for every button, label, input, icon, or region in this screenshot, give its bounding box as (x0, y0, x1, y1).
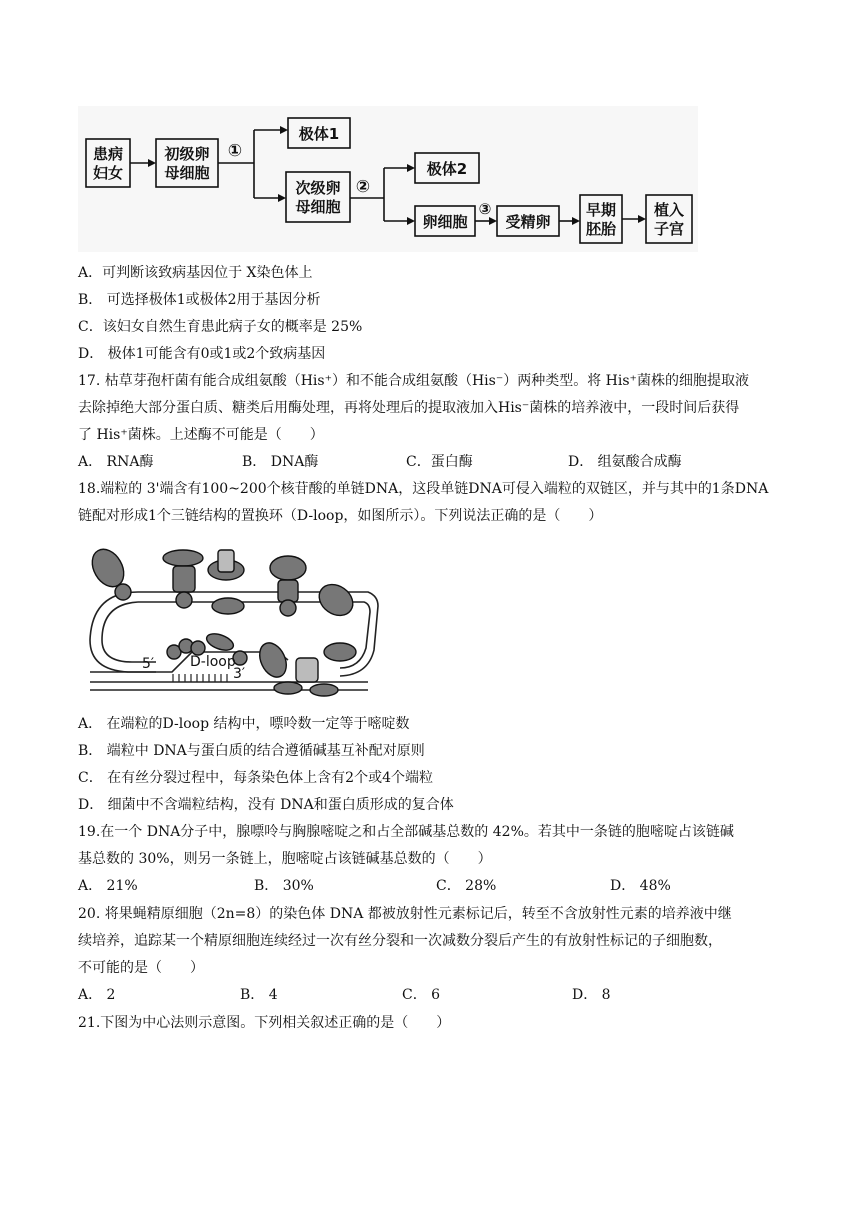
q18-option-b: B． 端粒中 DNA与蛋白质的结合遵循碱基互补配对原则 (78, 743, 425, 759)
q18-stem-line-2: 链配对形成1个三链结构的置换环（D-loop，如图所示）。下列说法正确的是（ ） (78, 508, 603, 524)
q19-stem-line-2: 基总数的 30%，则另一条链上，胞嘧啶占该链碱基总数的（ ） (78, 851, 492, 867)
q19-option-b: B． 30% (254, 878, 314, 894)
secondary-oocyte-line-1: 次级卵 (295, 179, 341, 197)
q17-stem-line-3: 了 His⁺菌株。上述酶不可能是（ ） (78, 427, 324, 443)
step-2-label: ② (355, 177, 371, 197)
q20-stem-line-2: 续培养，追踪某一个精原细胞连续经过一次有丝分裂和一次减数分裂后产生的有放射性标记的子细胞数， (78, 933, 722, 949)
q16-option-b: B． 可选择极体1或极体2用于基因分析 (78, 292, 321, 308)
early-embryo-line-1: 早期 (585, 201, 617, 219)
q17-option-d: D． 组氨酸合成酶 (568, 454, 682, 470)
oogenesis-flowchart (78, 106, 698, 252)
q20-stem-line-3: 不可能的是（ ） (78, 960, 204, 976)
q19-option-d: D． 48% (610, 878, 671, 894)
five-prime-label: 5′ (142, 656, 155, 672)
q16-option-d: D． 极体1可能含有0或1或2个致病基因 (78, 346, 326, 362)
q19-stem-line-1: 19.在一个 DNA分子中，腺嘌呤与胸腺嘧啶之和占全部碱基总数的 42%。若其中一条链的胞嘧啶占该链碱 (78, 824, 734, 840)
q18-stem-line-1: 18.端粒的 3'端含有100~200个核苷酸的单链DNA，这段单链DNA可侵入端粒的双链区，并与其中的1条DNA (78, 481, 769, 497)
patient-line-2: 妇女 (92, 164, 124, 182)
telomere-dloop-figure (78, 540, 384, 704)
q18-option-d: D． 细菌中不含端粒结构，没有 DNA和蛋白质形成的复合体 (78, 797, 454, 813)
implant-line-1: 植入 (653, 201, 685, 219)
polar-body-2-label: 极体2 (426, 160, 468, 178)
polar-body-1-label: 极体1 (298, 125, 340, 143)
dloop-label: D-loop (190, 654, 236, 670)
q20-option-c: C． 6 (402, 987, 441, 1003)
q20-option-d: D． 8 (572, 987, 611, 1003)
q18-option-c: C． 在有丝分裂过程中，每条染色体上含有2个或4个端粒 (78, 770, 433, 786)
q18-option-a: A． 在端粒的D-loop 结构中，嘌呤数一定等于嘧啶数 (78, 716, 410, 732)
early-embryo-line-2: 胚胎 (585, 220, 617, 238)
q17-option-c: C．蛋白酶 (406, 454, 473, 470)
q20-option-a: A． 2 (78, 987, 116, 1003)
q21-stem-line-1: 21.下图为中心法则示意图。下列相关叙述正确的是（ ） (78, 1015, 451, 1031)
secondary-oocyte-line-2: 母细胞 (295, 198, 341, 216)
primary-oocyte-line-1: 初级卵 (164, 145, 210, 163)
q19-option-c: C． 28% (436, 878, 497, 894)
q17-stem-line-1: 17. 枯草芽孢杆菌有能合成组氨酸（His⁺）和不能合成组氨酸（His⁻）两种类型。将 His⁺菌株的细胞提取液 (78, 373, 749, 389)
patient-line-1: 患病 (92, 145, 124, 163)
q20-option-b: B． 4 (240, 987, 278, 1003)
q16-option-a: A．可判断该致病基因位于 X染色体上 (78, 265, 313, 281)
q17-option-b: B． DNA酶 (242, 454, 319, 470)
q16-option-c: C．该妇女自然生育患此病子女的概率是 25% (78, 319, 363, 335)
step-3-label: ③ (478, 200, 492, 218)
step-1-label: ① (227, 141, 243, 161)
q17-option-a: A． RNA酶 (78, 454, 154, 470)
q19-option-a: A． 21% (78, 878, 138, 894)
primary-oocyte-line-2: 母细胞 (164, 164, 210, 182)
implant-line-2: 子宫 (653, 220, 685, 238)
three-prime-label: 3′ (233, 666, 246, 682)
fertilized-egg-label: 受精卵 (505, 213, 551, 231)
egg-cell-label: 卵细胞 (422, 213, 468, 231)
q17-stem-line-2: 去除掉绝大部分蛋白质、糖类后用酶处理，再将处理后的提取液加入His⁻菌株的培养液中，一段时间后获得 (78, 400, 740, 416)
q20-stem-line-1: 20. 将果蝇精原细胞（2n=8）的染色体 DNA 都被放射性元素标记后，转至不含放射性元素的培养液中继 (78, 906, 732, 922)
